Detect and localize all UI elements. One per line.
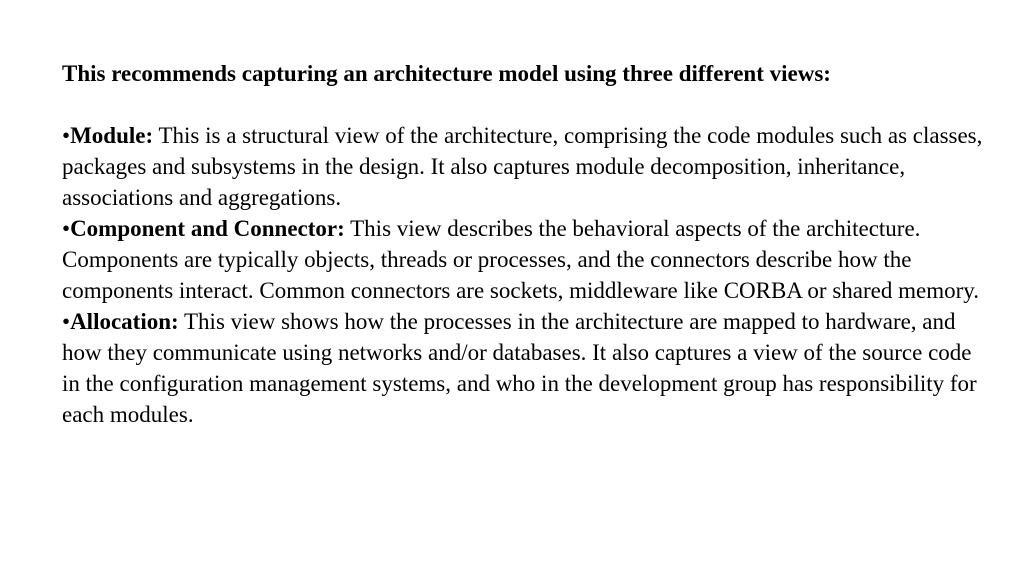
bullet-text: This is a structural view of the architecture, comprising the code modules such as classes, packages and subsystems in the design. It also captures module decomposition, inheritance, associations and aggregations.: [62, 123, 983, 210]
bullet-allocation: [62, 306, 992, 430]
bullet-marker: •: [62, 309, 71, 334]
bullet-term: Component and Connector:: [70, 216, 345, 241]
bullet-term: Allocation:: [70, 309, 179, 334]
slide-content: [62, 58, 992, 430]
bullet-term: Module:: [70, 123, 154, 148]
bullet-marker: •: [62, 123, 71, 148]
bullet-marker: •: [62, 216, 71, 241]
bullet-text: This view shows how the processes in the architecture are mapped to hardware, and how they communicate using networks and/or databases. It also captures a view of the source code in the configuration management systems, and who in the development group has responsibility for each modules.: [62, 309, 977, 427]
slide-heading: This recommends capturing an architecture model using three different views:: [62, 61, 831, 86]
bullet-text: This view describes the behavioral aspects of the architecture. Components are typically objects, threads or processes, and the connectors describe how the components interact. Common connectors are sockets, middleware like CORBA or shared memory.: [62, 216, 980, 303]
bullet-component-connector: [62, 213, 992, 306]
bullet-module: [62, 120, 992, 213]
